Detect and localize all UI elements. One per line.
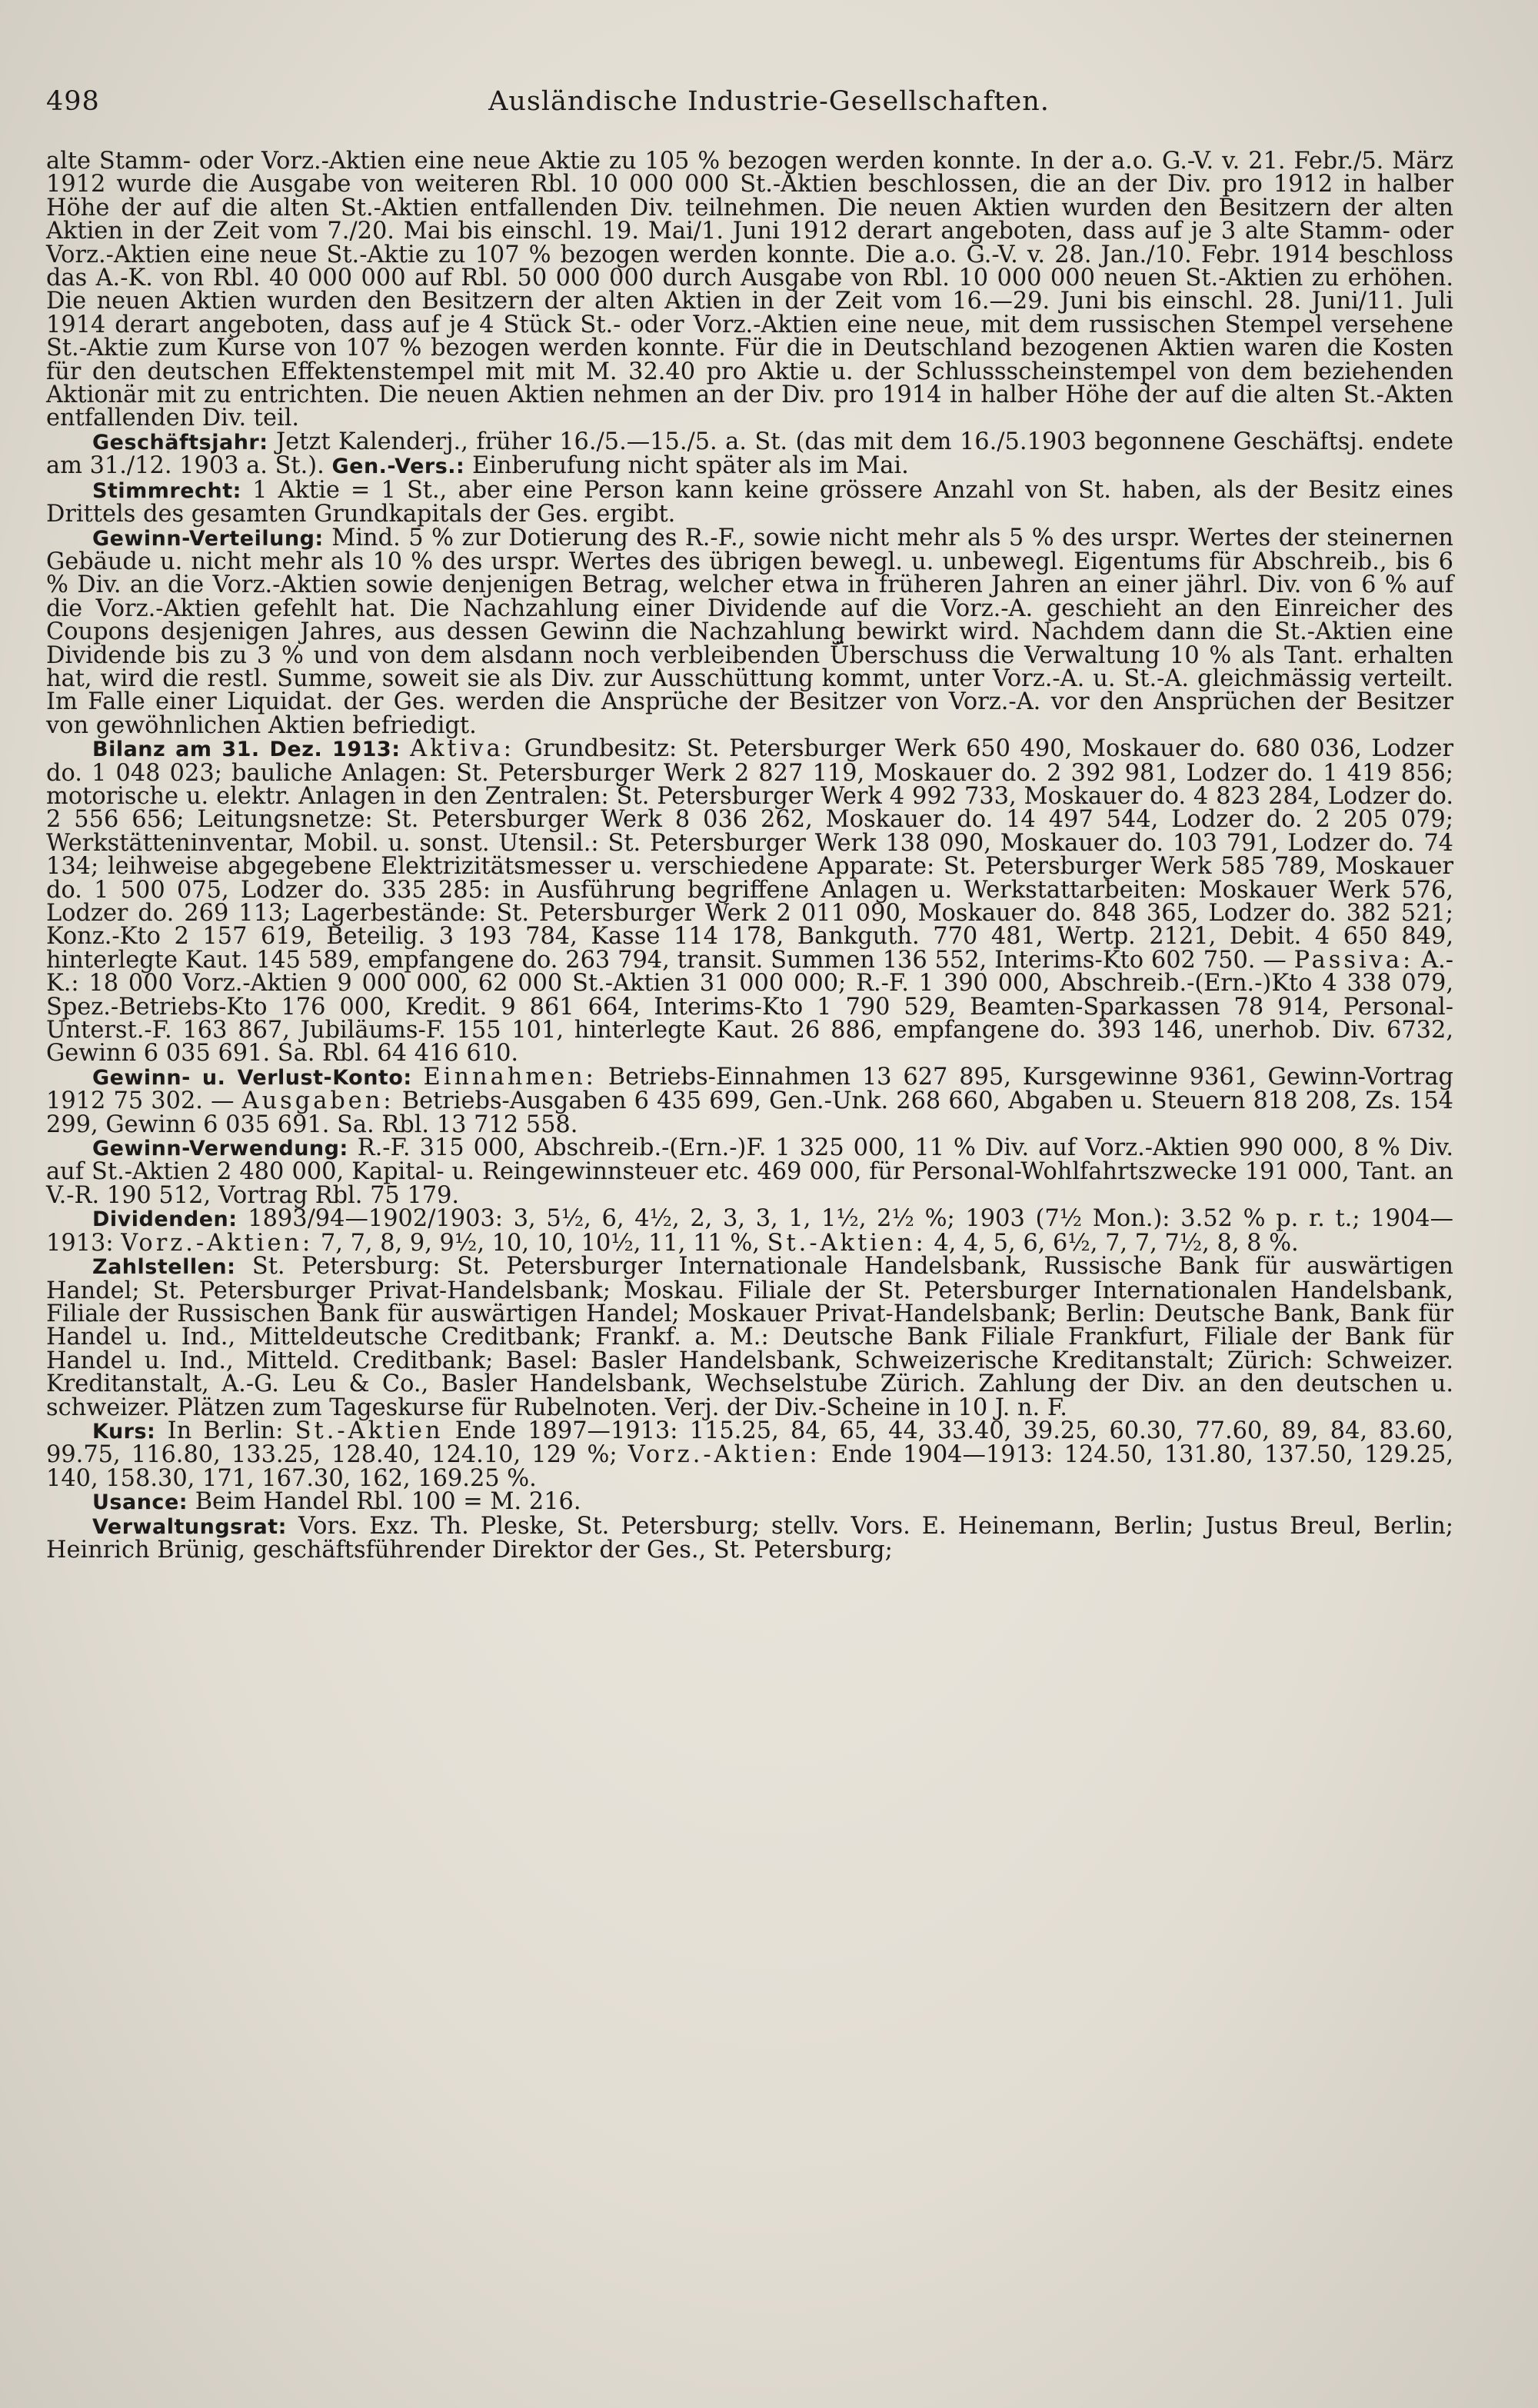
gewinn-verlust-label: Gewinn- u. Verlust-Konto: [92, 1065, 412, 1090]
page-number: 498 [46, 86, 100, 117]
gen-vers-label: Gen.-Vers.: [331, 455, 465, 479]
kurs-paragraph [46, 1417, 1454, 1492]
gewinn-verteilung-text: Mind. 5 % zur Dotierung des R.-F., sowie nicht mehr als 5 % des urspr. Wertes der steinernen Gebäude u. nicht mehr als 10 % des urspr. Wertes des übrigen bewegl. u. unbewegl. Eigentums für Abschreib., bis 6 % Div. an die Vorz.-Aktien sowie denjenigen Betrag, welcher etwa in früheren Jahren an einer jährl. Div. von 6 % auf die Vorz.-Aktien gefehlt hat. Die Nachzahlung einer Dividende auf die Vorz.-A. geschieht an den Einreicher des Coupons desjenigen Jahres, aus dessen Gewinn die Nachzahlung bewirkt wird. Nachdem dann die St.-Aktien eine Dividende bis zu 3 % und von dem alsdann noch verbleibenden Überschuss die Verwaltung 10 % als Tant. erhalten hat, wird die restl. Summe, soweit sie als Div. zur Ausschüttung kommt, unter Vorz.-A. u. St.-A. gleichmässig verteilt. Im Falle einer Liquidat. der Ges. werden die Ansprüche der Besitzer von Vorz.-A. vor den Ansprüchen der Besitzer von gewöhnlichen Aktien befriedigt. [46, 524, 1453, 739]
einnahmen-label: Einnahmen: [423, 1063, 597, 1091]
ausgaben-label: Ausgaben: [241, 1087, 394, 1115]
aktiva-text: Grundbesitz: St. Petersburger Werk 650 490, Moskauer do. 680 036, Lodzer do. 1 048 023; bauliche Anlagen: St. Petersburger Werk 2 827 119, Moskauer do. 2 392 981, Lodzer do. 1 419 856; motorische u. elektr. Anlagen in den Zentralen: St. Petersburger Werk 4 992 733, Moskauer do. 4 823 284, Lodzer do. 2 556 656; Leitungsnetze: St. Petersburger Werk 8 036 262, Moskauer do. 14 497 544, Lodzer do. 2 205 079; Werkstätteninventar, Mobil. u. sonst. Utensil.: St. Petersburger Werk 138 090, Moskauer do. 103 791, Lodzer do. 74 134; leihweise abgegebene Elektrizitätsmesser u. verschiedene Apparate: St. Petersburger Werk 585 789, Moskauer do. 1 500 075, Lodzer do. 335 285: in Ausführung begriffene Anlagen u. Werkstattarbeiten: Moskauer Werk 576, Lodzer do. 269 113; Lagerbestände: St. Petersburger Werk 2 011 090, Moskauer do. 848 365, Lodzer do. 382 521; Konz.-Kto 2 157 619, Beteilig. 3 193 784, Kasse 114 178, Bankguth. 770 481, Wertp. 2121, Debit. 4 650 849, hinterlegte Kaut. 145 589, empfangene do. 263 794, transit. Summen 136 552, Interims-Kto 602 750. — [46, 735, 1454, 974]
gewinn-verlust-paragraph [46, 1063, 1453, 1138]
gewinn-verteilung-label: Gewinn-Verteilung: [92, 526, 324, 551]
zahlstellen-paragraph [46, 1255, 1453, 1420]
kurs-st-text: Ende 1897—1913: 115.25, 84, 65, 44, 33.40, 39.25, 60.30, 77.60, 89, 84, 83.60, 99.75, 116.80, 133.25, 128.40, 124.10, 129 %; [46, 1417, 1454, 1469]
dividenden-vorz-text: 7, 7, 8, 9, 9½, 10, 10, 10½, 11, 11 %, [313, 1229, 767, 1257]
running-title: Ausländische Industrie-Gesellschaften. [488, 86, 1050, 117]
gewinn-verteilung-paragraph [46, 524, 1453, 739]
passiva-text: A.-K.: 18 000 Vorz.-Aktien 9 000 000, 62 000 St.-Aktien 31 000 000; R.-F. 1 390 000, Abschreib.-(Ern.-)Kto 4 338 079, Spez.-Betriebs-Kto 176 000, Kredit. 9 861 664, Interims-Kto 1 790 529, Beamten-Sparkassen 78 914, Personal-Unterst.-F. 163 867, Jubiläums-F. 155 101, hinterlegte Kaut. 26 886, empfangene do. 393 146, unerhob. Div. 6732, Gewinn 6 035 691. Sa. Rbl. 64 416 610. [46, 946, 1453, 1067]
intro-paragraph: alte Stamm- oder Vorz.-Aktien eine neue Aktie zu 105 % bezogen werden konnte. In der a.o. G.-V. v. 21. Febr./5. März 1912 wurde die Ausgabe von weiteren Rbl. 10 000 000 St.-Aktien beschlossen, die an der Div. pro 1912 in halber Höhe der auf die alten St.-Aktien entfallenden Div. teilnehmen. Die neuen Aktien wurden den Besitzern der alten Aktien in der Zeit vom 7./20. Mai bis einschl. 19. Mai/1. Juni 1912 derart angeboten, dass auf je 3 alte Stamm- oder Vorz.-Aktien eine neue St.-Aktie zu 107 % bezogen werden konnte. Die a.o. G.-V. v. 28. Jan./10. Febr. 1914 beschloss das A.-K. von Rbl. 40 000 000 auf Rbl. 50 000 000 durch Ausgabe von Rbl. 10 000 000 neuen St.-Aktien zu erhöhen. Die neuen Aktien wurden den Besitzern der alten Aktien in der Zeit vom 16.—29. Juni bis einschl. 28. Juni/11. Juli 1914 derart angeboten, dass auf je 4 Stück St.- oder Vorz.-Aktien eine neue, mit dem russischen Stempel versehene St.-Aktie zum Kurse von 107 % bezogen werden konnte. Für die in Deutschland bezogenen Aktien waren die Kosten für den deutschen Effektenstempel mit mit M. 32.40 pro Aktie u. der Schlussscheinstempel von dem beziehenden Aktionär mit zu entrichten. Die neuen Aktien nehmen an der Div. pro 1914 in halber Höhe der auf die alten St.-Akten entfallenden Div. teil. [46, 148, 1453, 432]
zahlstellen-text: St. Petersburg: St. Petersburger Internationale Handelsbank, Russische Bank für auswärtigen Handel; St. Petersburger Privat-Handelsbank; Moskau. Filiale der St. Petersburger Internationalen Handelsbank, Filiale der Russischen Bank für auswärtigen Handel; Moskauer Privat-Handelsbank; Berlin: Deutsche Bank, Bank für Handel u. Ind., Mitteldeutsche Creditbank; Frankf. a. M.: Deutsche Bank Filiale Frankfurt, Filiale der Bank für Handel u. Ind., Mitteld. Creditbank; Basel: Basler Handelsbank, Schweizerische Kreditanstalt; Zürich: Schweizer. Kreditanstalt, A.-G. Leu & Co., Basler Handelsbank, Wechselstube Zürich. Zahlung der Div. an den deutschen u. schweizer. Plätzen zum Tageskurse für Rubelnoten. Verj. der Div.-Scheine in 10 J. n. F. [46, 1253, 1453, 1421]
kurs-label: Kurs: [92, 1419, 156, 1444]
bilanz-label: Bilanz am 31. Dez. 1913: [92, 738, 401, 762]
zahlstellen-label: Zahlstellen: [92, 1255, 236, 1280]
verwaltungsrat-paragraph [46, 1512, 1453, 1564]
body-text [46, 150, 1453, 1562]
passiva-label: Passiva: [1293, 946, 1414, 974]
gewinn-verwendung-text: R.-F. 315 000, Abschreib.-(Ern.-)F. 1 325 000, 11 % Div. auf Vorz.-Aktien 990 000, 8 % Div. auf St.-Aktien 2 480 000, Kapital- u. Reingewinnsteuer etc. 469 000, für Personal-Wohlfahrtszwecke 191 000, Tant. an V.-R. 190 512, Vortrag Rbl. 75 179. [46, 1134, 1453, 1209]
kurs-text: In Berlin: [155, 1417, 295, 1444]
dividenden-paragraph [46, 1207, 1453, 1255]
dividenden-text: 1893/94—1902/1903: 3, 5½, 6, 4½, 2, 3, 3, 1, 1½, 2½ %; 1903 (7½ Mon.): 3.52 % p. r. t.; 1904—1913: [46, 1205, 1453, 1257]
einnahmen-text: Betriebs-Einnahmen 13 627 895, Kursgewinne 9361, Gewinn-Vortrag 1912 75 302. — [46, 1063, 1453, 1115]
usance-paragraph [46, 1490, 1453, 1514]
dividenden-st-text: 4, 4, 5, 6, 6½, 7, 7, 7½, 8, 8 %. [926, 1229, 1299, 1257]
geschaeftsjahr-label: Geschäftsjahr: [92, 430, 268, 455]
dividenden-label: Dividenden: [92, 1207, 238, 1232]
page-header [46, 86, 1492, 125]
verwaltungsrat-text: Vors. Exz. Th. Pleske, St. Petersburg; stellv. Vors. E. Heinemann, Berlin; Justus Breul, Berlin; Heinrich Brünig, geschäftsführender Direktor der Ges., St. Petersburg; [46, 1512, 1453, 1564]
kurs-st-label: St.-Aktien [295, 1417, 444, 1444]
gewinn-verwendung-label: Gewinn-Verwendung: [92, 1137, 348, 1161]
dividenden-st-label: St.-Aktien: [767, 1229, 927, 1257]
kurs-vorz-label: Vorz.-Aktien: [628, 1441, 821, 1469]
ausgaben-text: Betriebs-Ausgaben 6 435 699, Gen.-Unk. 268 660, Abgaben u. Steuern 818 208, Zs. 154 299, Gewinn 6 035 691. Sa. Rbl. 13 712 558. [46, 1087, 1453, 1138]
usance-text: Beim Handel Rbl. 100 = M. 216. [188, 1488, 581, 1516]
gewinn-verwendung-paragraph [46, 1134, 1453, 1209]
geschaeftsjahr-text: Jetzt Kalenderj., früher 16./5.—15./5. a. St. (das mit dem 16./5.1903 begonnene Geschäftsj. endete am 31./12. 1903 a. St.). [46, 428, 1453, 480]
stimmrecht-label: Stimmrecht: [92, 478, 241, 503]
bilanz-paragraph [46, 735, 1454, 1067]
aktiva-label: Aktiva: [410, 735, 514, 763]
stimmrecht-paragraph [46, 476, 1453, 528]
stimmrecht-text: 1 Aktie = 1 St., aber eine Person kann keine grössere Anzahl von St. haben, als der Besitz eines Drittels des gesamten Grundkapitals der Ges. ergibt. [46, 476, 1453, 528]
gen-vers-text: Einberufung nicht später als im Mai. [464, 452, 909, 480]
geschaeftsjahr-paragraph [46, 428, 1453, 480]
verwaltungsrat-label: Verwaltungsrat: [92, 1514, 287, 1539]
usance-label: Usance: [92, 1490, 188, 1515]
dividenden-vorz-label: Vorz.-Aktien: [121, 1229, 314, 1257]
kurs-vorz-text: Ende 1904—1913: 124.50, 131.80, 137.50, 129.25, 140, 158.30, 171, 167.30, 162, 169.25 %. [46, 1441, 1454, 1492]
